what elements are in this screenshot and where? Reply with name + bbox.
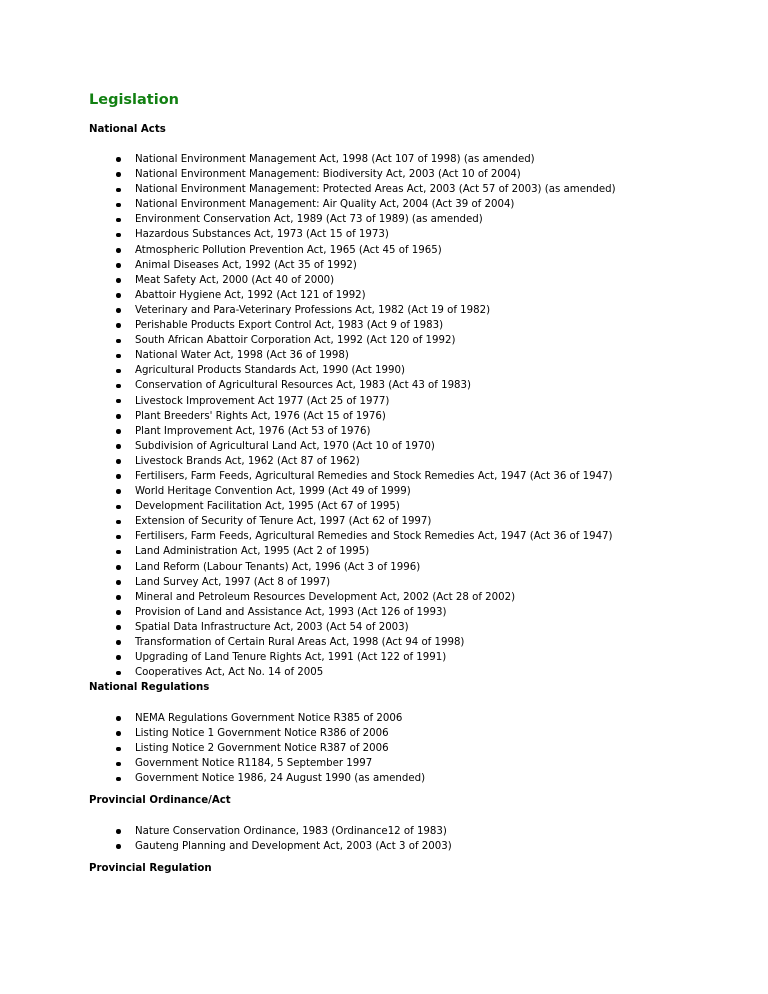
list-item: Land Survey Act, 1997 (Act 8 of 1997) bbox=[0, 575, 768, 590]
list-item: Livestock Brands Act, 1962 (Act 87 of 1962) bbox=[0, 454, 768, 469]
bullet-icon bbox=[116, 429, 121, 434]
bullet-icon bbox=[116, 580, 121, 585]
list-item: Government Notice 1986, 24 August 1990 (as amended) bbox=[0, 771, 768, 786]
bullet-icon bbox=[116, 731, 121, 736]
bullet-icon bbox=[116, 595, 121, 600]
provincial-ordinance-act-list bbox=[0, 824, 768, 854]
bullet-icon bbox=[116, 369, 121, 374]
list-item: Transformation of Certain Rural Areas Act, 1998 (Act 94 of 1998) bbox=[0, 635, 768, 650]
bullet-icon bbox=[116, 550, 121, 555]
bullet-icon bbox=[116, 625, 121, 630]
section-heading-national-acts: National Acts bbox=[89, 124, 166, 135]
list-item: Hazardous Substances Act, 1973 (Act 15 of 1973) bbox=[0, 227, 768, 242]
list-item: Extension of Security of Tenure Act, 1997 (Act 62 of 1997) bbox=[0, 514, 768, 529]
list-item: Government Notice R1184, 5 September 1997 bbox=[0, 756, 768, 771]
bullet-icon bbox=[116, 188, 121, 193]
bullet-icon bbox=[116, 655, 121, 660]
section-heading-national-regulations: National Regulations bbox=[89, 682, 210, 693]
list-item: Spatial Data Infrastructure Act, 2003 (Act 54 of 2003) bbox=[0, 620, 768, 635]
list-item: Cooperatives Act, Act No. 14 of 2005 bbox=[0, 665, 768, 680]
list-item: National Water Act, 1998 (Act 36 of 1998) bbox=[0, 348, 768, 363]
bullet-icon bbox=[116, 414, 121, 419]
bullet-icon bbox=[116, 777, 121, 782]
bullet-icon bbox=[116, 716, 121, 721]
list-item: Agricultural Products Standards Act, 1990 (Act 1990) bbox=[0, 363, 768, 378]
bullet-icon bbox=[116, 248, 121, 253]
list-item: Plant Improvement Act, 1976 (Act 53 of 1976) bbox=[0, 424, 768, 439]
list-item: Fertilisers, Farm Feeds, Agricultural Remedies and Stock Remedies Act, 1947 (Act 36 of 1947) bbox=[0, 529, 768, 544]
list-item: Subdivision of Agricultural Land Act, 1970 (Act 10 of 1970) bbox=[0, 439, 768, 454]
bullet-icon bbox=[116, 444, 121, 449]
bullet-icon bbox=[116, 762, 121, 767]
bullet-icon bbox=[116, 218, 121, 223]
section-heading-provincial-regulation: Provincial Regulation bbox=[89, 863, 212, 874]
bullet-icon bbox=[116, 308, 121, 313]
list-item: Plant Breeders' Rights Act, 1976 (Act 15 of 1976) bbox=[0, 409, 768, 424]
bullet-icon bbox=[116, 354, 121, 359]
bullet-icon bbox=[116, 384, 121, 389]
bullet-icon bbox=[116, 535, 121, 540]
bullet-icon bbox=[116, 203, 121, 208]
list-item: World Heritage Convention Act, 1999 (Act 49 of 1999) bbox=[0, 484, 768, 499]
list-item: Provision of Land and Assistance Act, 1993 (Act 126 of 1993) bbox=[0, 605, 768, 620]
list-item: Veterinary and Para-Veterinary Professions Act, 1982 (Act 19 of 1982) bbox=[0, 303, 768, 318]
list-item: South African Abattoir Corporation Act, 1992 (Act 120 of 1992) bbox=[0, 333, 768, 348]
list-item: Listing Notice 1 Government Notice R386 of 2006 bbox=[0, 726, 768, 741]
bullet-icon bbox=[116, 263, 121, 268]
national-regulations-list bbox=[0, 711, 768, 786]
bullet-icon bbox=[116, 474, 121, 479]
bullet-icon bbox=[116, 399, 121, 404]
bullet-icon bbox=[116, 640, 121, 645]
bullet-icon bbox=[116, 278, 121, 283]
bullet-icon bbox=[116, 233, 121, 238]
bullet-icon bbox=[116, 565, 121, 570]
bullet-icon bbox=[116, 157, 121, 162]
bullet-icon bbox=[116, 459, 121, 464]
list-item: Environment Conservation Act, 1989 (Act 73 of 1989) (as amended) bbox=[0, 212, 768, 227]
list-item: Meat Safety Act, 2000 (Act 40 of 2000) bbox=[0, 273, 768, 288]
list-item: Animal Diseases Act, 1992 (Act 35 of 1992) bbox=[0, 258, 768, 273]
list-item: Gauteng Planning and Development Act, 2003 (Act 3 of 2003) bbox=[0, 839, 768, 854]
list-item: Fertilisers, Farm Feeds, Agricultural Remedies and Stock Remedies Act, 1947 (Act 36 of 1947) bbox=[0, 469, 768, 484]
list-item: Mineral and Petroleum Resources Development Act, 2002 (Act 28 of 2002) bbox=[0, 590, 768, 605]
list-item: Development Facilitation Act, 1995 (Act 67 of 1995) bbox=[0, 499, 768, 514]
list-item: Livestock Improvement Act 1977 (Act 25 of 1977) bbox=[0, 394, 768, 409]
bullet-icon bbox=[116, 747, 121, 752]
list-item: Nature Conservation Ordinance, 1983 (Ordinance12 of 1983) bbox=[0, 824, 768, 839]
national-acts-list bbox=[0, 152, 768, 680]
list-item: Upgrading of Land Tenure Rights Act, 1991 (Act 122 of 1991) bbox=[0, 650, 768, 665]
list-item: Land Reform (Labour Tenants) Act, 1996 (Act 3 of 1996) bbox=[0, 560, 768, 575]
bullet-icon bbox=[116, 172, 121, 177]
list-item: Listing Notice 2 Government Notice R387 of 2006 bbox=[0, 741, 768, 756]
bullet-icon bbox=[116, 844, 121, 849]
list-item: Atmospheric Pollution Prevention Act, 1965 (Act 45 of 1965) bbox=[0, 243, 768, 258]
bullet-icon bbox=[116, 505, 121, 510]
list-item: National Environment Management Act, 1998 (Act 107 of 1998) (as amended) bbox=[0, 152, 768, 167]
list-item: Perishable Products Export Control Act, 1983 (Act 9 of 1983) bbox=[0, 318, 768, 333]
list-item: National Environment Management: Air Quality Act, 2004 (Act 39 of 2004) bbox=[0, 197, 768, 212]
list-item: Abattoir Hygiene Act, 1992 (Act 121 of 1992) bbox=[0, 288, 768, 303]
list-item: National Environment Management: Biodiversity Act, 2003 (Act 10 of 2004) bbox=[0, 167, 768, 182]
bullet-icon bbox=[116, 293, 121, 298]
page-title: Legislation bbox=[89, 92, 179, 108]
list-item: Land Administration Act, 1995 (Act 2 of 1995) bbox=[0, 544, 768, 559]
bullet-icon bbox=[116, 323, 121, 328]
bullet-icon bbox=[116, 339, 121, 344]
list-item: National Environment Management: Protected Areas Act, 2003 (Act 57 of 2003) (as amended) bbox=[0, 182, 768, 197]
bullet-icon bbox=[116, 489, 121, 494]
list-item: Conservation of Agricultural Resources Act, 1983 (Act 43 of 1983) bbox=[0, 378, 768, 393]
list-item: NEMA Regulations Government Notice R385 of 2006 bbox=[0, 711, 768, 726]
bullet-icon bbox=[116, 671, 121, 676]
bullet-icon bbox=[116, 610, 121, 615]
section-heading-provincial-ordinance-act: Provincial Ordinance/Act bbox=[89, 795, 231, 806]
bullet-icon bbox=[116, 520, 121, 525]
bullet-icon bbox=[116, 829, 121, 834]
